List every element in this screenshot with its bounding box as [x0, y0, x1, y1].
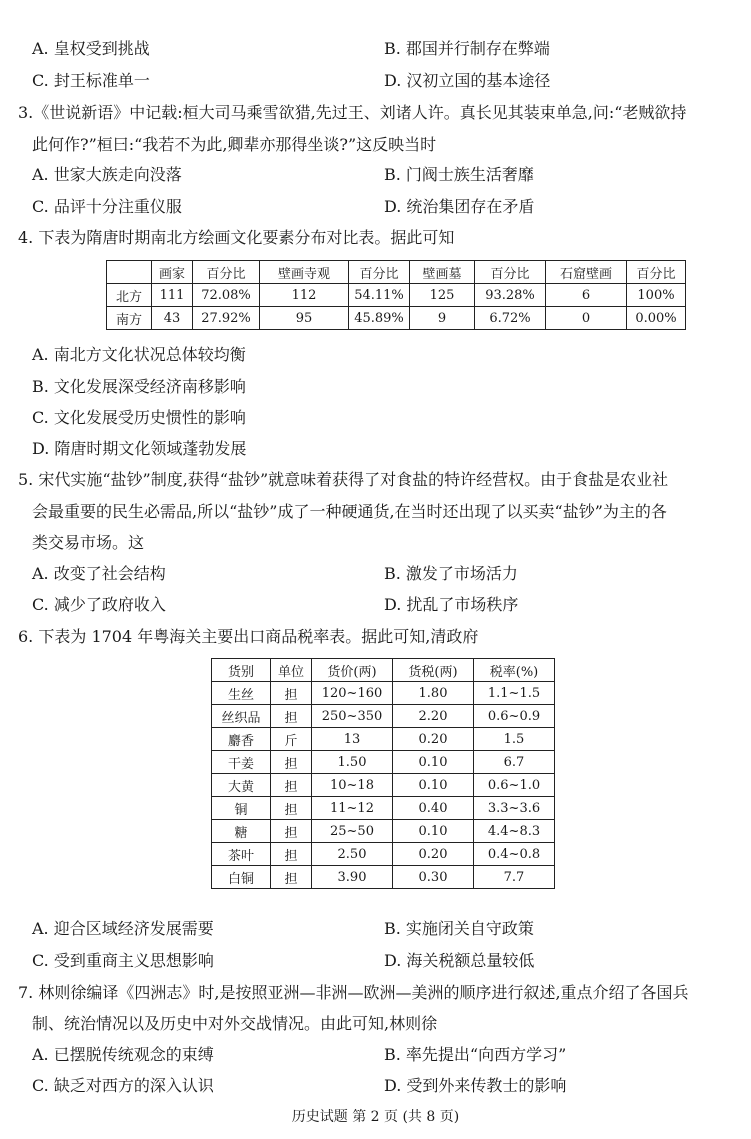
table-cell: 10~18	[312, 774, 393, 797]
table-cell: 1.5	[474, 728, 555, 751]
table-cell: 0.20	[393, 843, 474, 866]
table-row	[212, 728, 555, 751]
table-header-cell: 单位	[271, 659, 312, 682]
q7-option-d: D. 受到外来传教士的影响	[384, 1076, 567, 1095]
table-row	[107, 284, 686, 307]
table-cell: 0.6~0.9	[474, 705, 555, 728]
table-cell: 1.50	[312, 751, 393, 774]
table-row	[212, 820, 555, 843]
table-cell: 麝香	[212, 728, 271, 751]
table-cell: 93.28%	[475, 284, 546, 307]
table-cell: 3.3~3.6	[474, 797, 555, 820]
q4-option-a: A. 南北方文化状况总体较均衡	[32, 345, 246, 364]
table-cell: 南方	[107, 307, 152, 330]
table-row	[107, 307, 686, 330]
table-cell: 0.10	[393, 751, 474, 774]
table-header-cell: 百分比	[349, 261, 410, 284]
table-cell: 生丝	[212, 682, 271, 705]
table-header-cell: 百分比	[627, 261, 686, 284]
q6-table	[211, 658, 555, 889]
table-header-cell	[107, 261, 152, 284]
table-cell: 白铜	[212, 866, 271, 889]
q3-option-d: D. 统治集团存在矛盾	[384, 197, 535, 216]
q3-stem-line2: 此何作?”桓曰:“我若不为此,卿辈亦那得坐谈?”这反映当时	[32, 135, 437, 154]
table-cell: 0	[546, 307, 627, 330]
q5-stem-line2: 会最重要的民生必需品,所以“盐钞”成了一种硬通货,在当时还出现了以买卖“盐钞”为主的各	[32, 502, 667, 521]
table-cell: 13	[312, 728, 393, 751]
table-cell: 1.1~1.5	[474, 682, 555, 705]
q6-stem: 6. 下表为 1704 年粤海关主要出口商品税率表。据此可知,清政府	[18, 627, 479, 646]
q7-option-a: A. 已摆脱传统观念的束缚	[32, 1045, 214, 1064]
table-cell: 27.92%	[193, 307, 260, 330]
table-cell: 担	[271, 820, 312, 843]
q3-option-a: A. 世家大族走向没落	[32, 165, 182, 184]
q5-stem-line1: 5. 宋代实施“盐钞”制度,获得“盐钞”就意味着获得了对食盐的特许经营权。由于食盐是农业社	[18, 470, 669, 489]
q5-option-a: A. 改变了社会结构	[32, 564, 166, 583]
table-row	[212, 705, 555, 728]
table-cell: 3.90	[312, 866, 393, 889]
table-cell: 担	[271, 705, 312, 728]
table-cell: 112	[260, 284, 349, 307]
q4-option-b: B. 文化发展深受经济南移影响	[32, 377, 246, 396]
table-cell: 250~350	[312, 705, 393, 728]
table-cell: 95	[260, 307, 349, 330]
table-cell: 25~50	[312, 820, 393, 843]
table-row	[212, 774, 555, 797]
table-cell: 6.72%	[475, 307, 546, 330]
table-cell: 2.50	[312, 843, 393, 866]
table-cell: 45.89%	[349, 307, 410, 330]
table-header-cell: 税率(%)	[474, 659, 555, 682]
table-cell: 125	[410, 284, 475, 307]
table-cell: 北方	[107, 284, 152, 307]
table-header-cell: 画家	[152, 261, 193, 284]
table-cell: 7.7	[474, 866, 555, 889]
q7-option-b: B. 率先提出“向西方学习”	[384, 1045, 567, 1064]
table-cell: 担	[271, 843, 312, 866]
q2-option-d: D. 汉初立国的基本途径	[384, 71, 551, 90]
table-cell: 茶叶	[212, 843, 271, 866]
q5-option-d: D. 扰乱了市场秩序	[384, 595, 519, 614]
q6-option-d: D. 海关税额总量较低	[384, 951, 535, 970]
q7-option-c: C. 缺乏对西方的深入认识	[32, 1076, 214, 1095]
table-row	[212, 866, 555, 889]
table-cell: 铜	[212, 797, 271, 820]
table-row	[212, 843, 555, 866]
table-header-cell: 货税(两)	[393, 659, 474, 682]
q4-table	[106, 260, 686, 330]
table-cell: 4.4~8.3	[474, 820, 555, 843]
table-row	[212, 751, 555, 774]
table-cell: 11~12	[312, 797, 393, 820]
table-header-row	[212, 659, 555, 682]
table-header-row	[107, 261, 686, 284]
q3-option-c: C. 品评十分注重仪服	[32, 197, 182, 216]
q4-option-c: C. 文化发展受历史惯性的影响	[32, 408, 246, 427]
table-cell: 0.4~0.8	[474, 843, 555, 866]
table-header-cell: 货别	[212, 659, 271, 682]
q5-option-b: B. 激发了市场活力	[384, 564, 518, 583]
table-cell: 0.10	[393, 774, 474, 797]
table-cell: 6.7	[474, 751, 555, 774]
table-cell: 担	[271, 682, 312, 705]
table-cell: 72.08%	[193, 284, 260, 307]
q7-stem-line1: 7. 林则徐编译《四洲志》时,是按照亚洲—非洲—欧洲—美洲的顺序进行叙述,重点介绍了各国兵	[18, 983, 689, 1002]
q3-option-b: B. 门阀士族生活奢靡	[384, 165, 534, 184]
q4-option-d: D. 隋唐时期文化领域蓬勃发展	[32, 439, 247, 458]
q2-option-b: B. 郡国并行制存在弊端	[384, 39, 550, 58]
table-cell: 0.30	[393, 866, 474, 889]
table-row	[212, 797, 555, 820]
table-cell: 0.00%	[627, 307, 686, 330]
q3-stem-line1: 3.《世说新语》中记载:桓大司马乘雪欲猎,先过王、刘诸人许。真长见其装束单急,问:“老贼欲持	[18, 103, 687, 122]
table-cell: 9	[410, 307, 475, 330]
q6-option-b: B. 实施闭关自守政策	[384, 919, 534, 938]
table-cell: 1.80	[393, 682, 474, 705]
table-cell: 糖	[212, 820, 271, 843]
table-cell: 6	[546, 284, 627, 307]
table-header-cell: 百分比	[193, 261, 260, 284]
q4-stem: 4. 下表为隋唐时期南北方绘画文化要素分布对比表。据此可知	[18, 228, 455, 247]
table-cell: 111	[152, 284, 193, 307]
table-cell: 0.20	[393, 728, 474, 751]
q7-stem-line2: 制、统治情况以及历史中对外交战情况。由此可知,林则徐	[32, 1014, 438, 1033]
table-cell: 0.6~1.0	[474, 774, 555, 797]
q2-option-a: A. 皇权受到挑战	[32, 39, 150, 58]
q6-option-c: C. 受到重商主义思想影响	[32, 951, 214, 970]
table-cell: 大黄	[212, 774, 271, 797]
table-cell: 丝织品	[212, 705, 271, 728]
table-cell: 2.20	[393, 705, 474, 728]
table-cell: 100%	[627, 284, 686, 307]
table-header-cell: 百分比	[475, 261, 546, 284]
q5-option-c: C. 减少了政府收入	[32, 595, 166, 614]
table-cell: 43	[152, 307, 193, 330]
table-cell: 斤	[271, 728, 312, 751]
table-header-cell: 壁画墓	[410, 261, 475, 284]
table-header-cell: 石窟壁画	[546, 261, 627, 284]
table-cell: 0.40	[393, 797, 474, 820]
table-row	[212, 682, 555, 705]
table-cell: 54.11%	[349, 284, 410, 307]
table-cell: 担	[271, 866, 312, 889]
q6-option-a: A. 迎合区域经济发展需要	[32, 919, 214, 938]
table-header-cell: 壁画寺观	[260, 261, 349, 284]
table-cell: 担	[271, 751, 312, 774]
q5-stem-line3: 类交易市场。这	[32, 533, 145, 552]
table-header-cell: 货价(两)	[312, 659, 393, 682]
table-cell: 担	[271, 797, 312, 820]
q2-option-c: C. 封王标准单一	[32, 71, 150, 90]
page-footer: 历史试题 第 2 页 (共 8 页)	[291, 1109, 460, 1125]
table-cell: 0.10	[393, 820, 474, 843]
table-cell: 干姜	[212, 751, 271, 774]
table-cell: 担	[271, 774, 312, 797]
table-cell: 120~160	[312, 682, 393, 705]
